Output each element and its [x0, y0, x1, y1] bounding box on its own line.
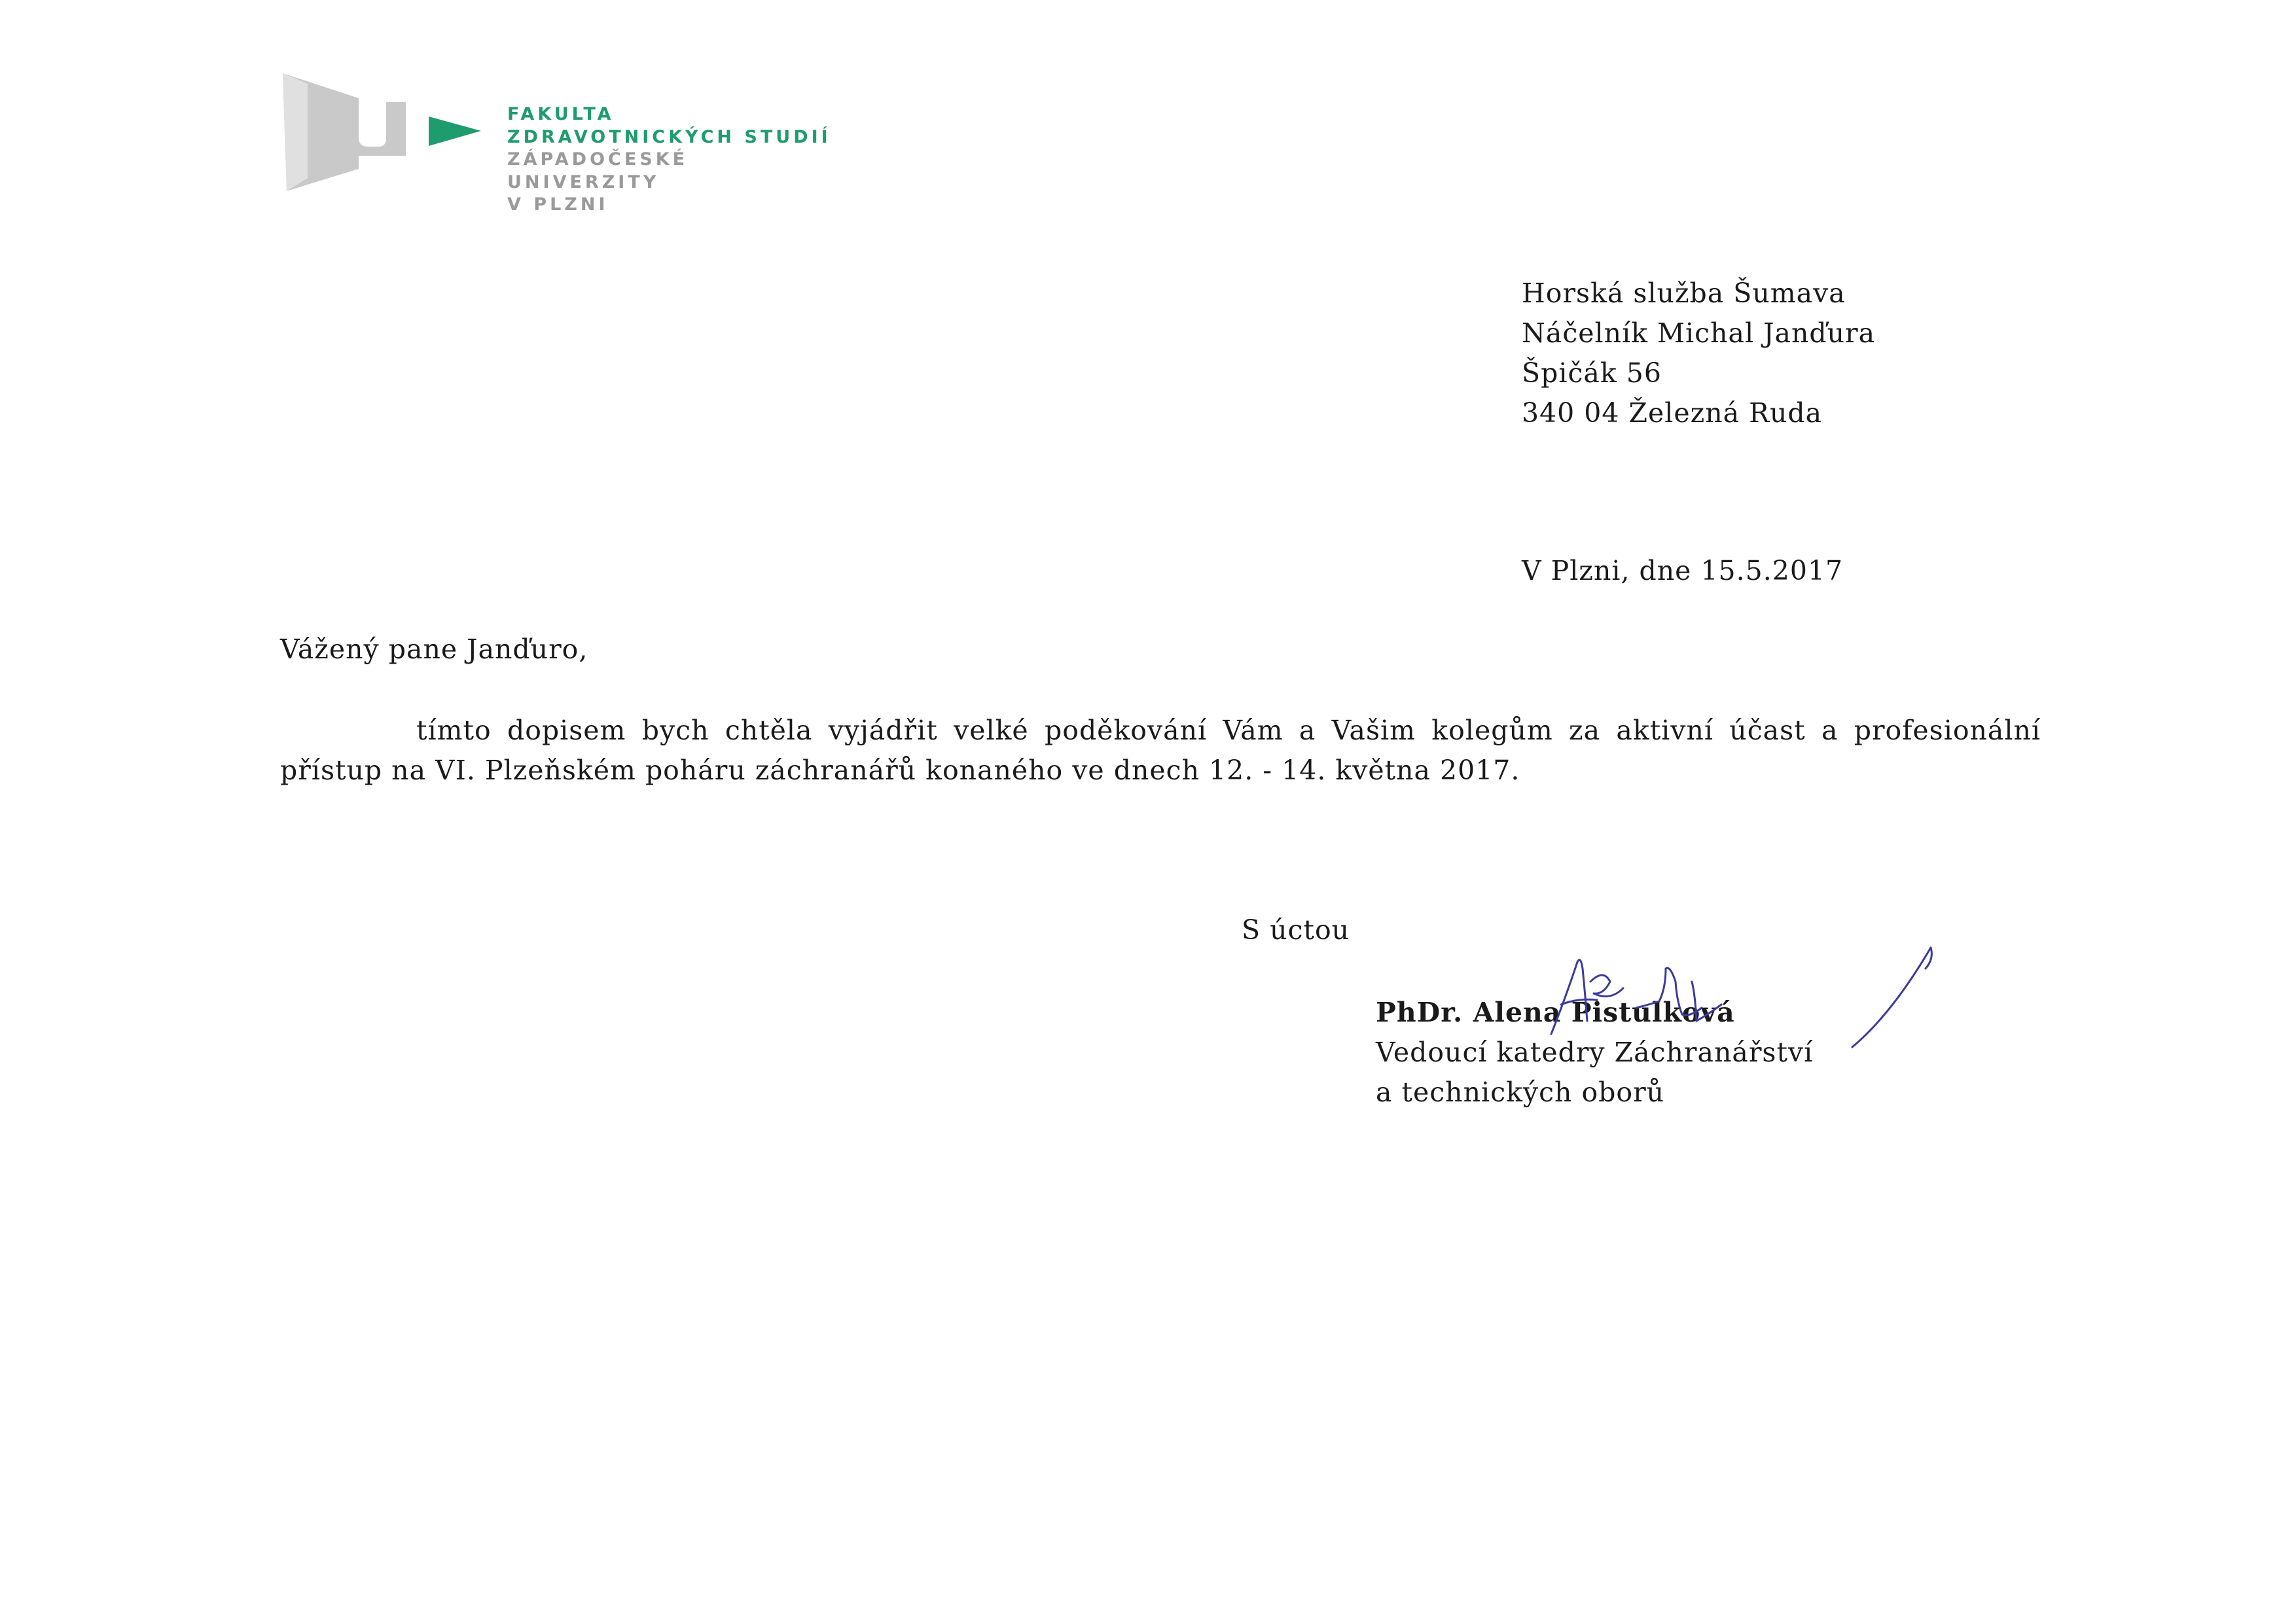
signatory-title-continued: a technických oborů — [1376, 1077, 1665, 1108]
letter-date: V Plzni, dne 15.5.2017 — [1522, 555, 1844, 586]
logo-line-faculty: FAKULTA — [507, 104, 615, 124]
signatory-block — [1376, 993, 1813, 1113]
salutation: Vážený pane Janďuro, — [280, 633, 588, 665]
recipient-city: 340 04 Železná Ruda — [1522, 397, 1823, 429]
recipient-name: Náčelník Michal Janďura — [1522, 317, 1876, 349]
recipient-address — [1522, 274, 1875, 433]
logo-line-in-pilsen: V PLZNI — [507, 194, 609, 215]
recipient-organization: Horská služba Šumava — [1522, 277, 1846, 309]
logo-line-west-bohemian: ZÁPADOČESKÉ — [507, 149, 689, 169]
triangle-arrow-icon — [429, 116, 481, 146]
letter-body: tímto dopisem bych chtěla vyjádřit velké poděkování Vám a Vašim kolegům za aktivní účast a profesionální přístup na VI. Plzeňském poháru záchranářů konaného ve dnech 12. - 14. května 2017. — [280, 715, 2041, 786]
signatory-title: Vedoucí katedry Záchranářství — [1376, 1037, 1814, 1068]
recipient-street: Špičák 56 — [1522, 357, 1662, 389]
logo-line-health-studies: ZDRAVOTNICKÝCH STUDIÍ — [507, 126, 831, 147]
logo-line-university: UNIVERZITY — [507, 171, 660, 192]
closing: S úctou — [1242, 914, 1350, 946]
signatory-name: PhDr. Alena Pistulková — [1376, 997, 1735, 1028]
university-logo-mark-icon — [281, 73, 406, 191]
faculty-logo-text — [507, 103, 831, 217]
